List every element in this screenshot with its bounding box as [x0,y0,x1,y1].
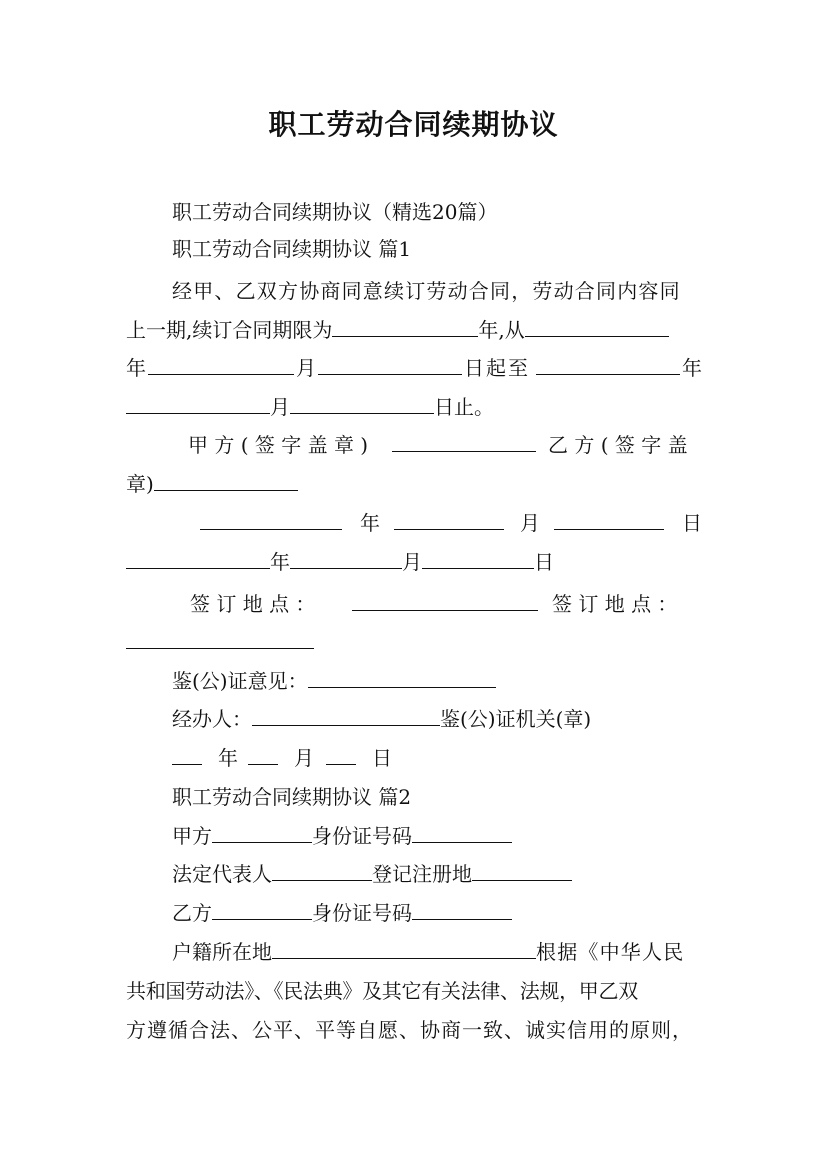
household-line: 户籍所在地 根据《中华人民 [172,940,685,964]
notary-month-blank[interactable] [248,744,278,765]
notary-opinion-line: 鉴(公)证意见： [0,667,827,695]
handler-blank[interactable] [252,705,440,726]
date-line-2: 年 月 日 [0,548,827,576]
part-1-heading: 职工劳动合同续期协议 篇1 [172,237,412,261]
notary-year-blank[interactable] [172,744,202,765]
party-a-month-blank[interactable] [394,509,504,530]
signature-line-2: 章) [0,470,827,498]
place-line-2 [0,628,827,656]
party-b-signature-blank[interactable] [154,470,298,491]
paragraph-1-line-2: 上一期,续订合同期限为 年,从 [0,316,827,344]
paragraph-2-line-2: 共和国劳动法》、《民法典》及其它有关法律、法规，甲乙双 [126,979,638,1003]
party-a-year-blank[interactable] [200,509,342,530]
notary-opinion-blank[interactable] [308,667,496,688]
party-a-line: 甲方 身份证号码 [0,822,827,850]
party-b-year-blank[interactable] [126,548,270,569]
handler-line: 经办人： 鉴(公)证机关(章) [172,707,592,731]
part-2-heading: 职工劳动合同续期协议 篇2 [172,785,412,809]
document-page: 职工劳动合同续期协议 职工劳动合同续期协议（精选20篇） 职工劳动合同续期协议 篇1 经甲、乙双方协商同意续订劳动合同，劳动合同内容同 上一期,续订合同期限为 年,从 年 月 日起至 年 月 日止。 甲 方 ( 签 字 盖 章 ) 乙 方 ( 签 字 盖 章) 年 月 日 年 月 日 签 订 地 点 ： 签 订 地 点 ： 鉴(公)证意见： 经办人： 鉴(公)证机关(章) 年 月 日 职工劳动合同续期协议 篇2 甲方 身份证号码 法定代表人 登记注册地 乙方 身份证号码 户籍所在地 根据《中华人民 共和国劳动法》、《民法典》及其它有关法律、法规，甲乙双 方遵循合法、公平、平等自愿、协商一致、诚实信用的原则， [0,0,827,1170]
doc-subtitle: 职工劳动合同续期协议（精选20篇） [172,200,498,224]
party-a-place-blank[interactable] [352,590,538,611]
paragraph-1-line-4: 月 日止。 [0,393,827,421]
legal-rep-blank[interactable] [272,860,372,881]
party-b-day-blank[interactable] [422,548,534,569]
party-b-line: 乙方 身份证号码 [0,899,827,927]
household-blank[interactable] [272,938,536,959]
start-month-blank[interactable] [318,354,462,375]
legal-rep-line: 法定代表人 登记注册地 [0,860,827,888]
start-year-blank[interactable] [525,316,669,337]
paragraph-1-line-1: 经甲、乙双方协商同意续订劳动合同，劳动合同内容同 [172,279,681,303]
party-a-day-blank[interactable] [554,509,664,530]
party-b-month-blank[interactable] [290,548,402,569]
end-year-blank[interactable] [536,354,680,375]
end-month-blank[interactable] [126,393,270,414]
end-day-blank[interactable] [290,393,434,414]
party-b-name-blank[interactable] [212,899,312,920]
page-title: 职工劳动合同续期协议 [268,108,559,141]
party-a-name-blank[interactable] [212,822,312,843]
notary-day-blank[interactable] [326,744,356,765]
party-b-id-blank[interactable] [412,899,512,920]
party-b-place-blank[interactable] [126,628,314,649]
reg-addr-blank[interactable] [472,860,572,881]
party-a-id-blank[interactable] [412,822,512,843]
party-a-signature-blank[interactable] [392,431,536,452]
term-blank[interactable] [332,316,478,337]
paragraph-2-line-3: 方遵循合法、公平、平等自愿、协商一致、诚实信用的原则， [126,1018,693,1042]
start-year-value-blank[interactable] [148,354,294,375]
